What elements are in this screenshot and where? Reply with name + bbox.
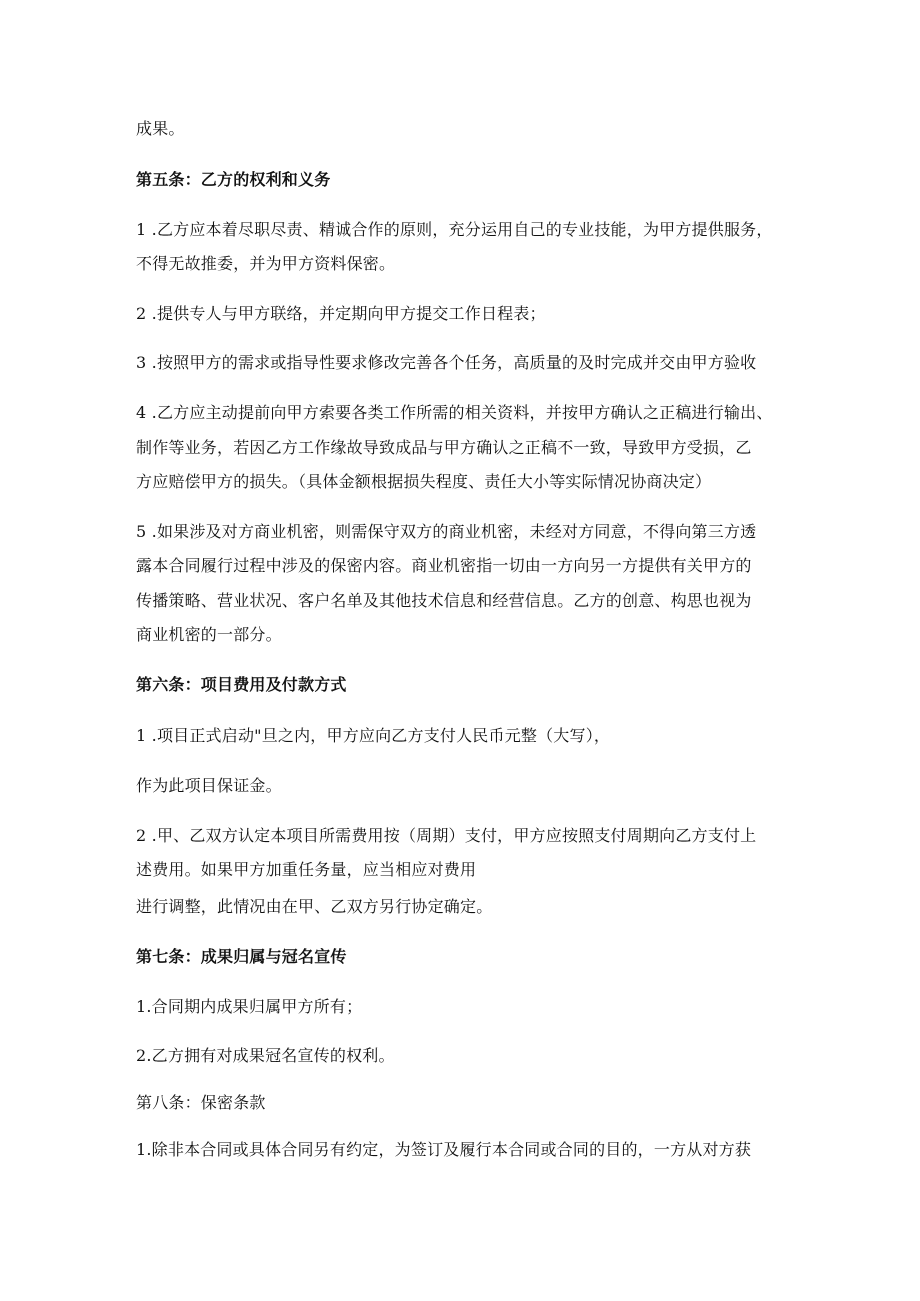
text-line: 3 .按照甲方的需求或指导性要求修改完善各个任务，高质量的及时完成并交由甲方验收 — [136, 353, 757, 372]
text-line: 2.乙方拥有对成果冠名宣传的权利。 — [136, 1046, 395, 1065]
text-line: 传播策略、营业状况、客户名单及其他技术信息和经营信息。乙方的创意、构思也视为 — [136, 591, 752, 610]
text-line: 1 .乙方应本着尽职尽责、精诚合作的原则，充分运用自己的专业技能，为甲方提供服务， — [136, 220, 773, 239]
text-line: 4 .乙方应主动提前向甲方索要各类工作所需的相关资料，并按甲方确认之正稿进行输出、 — [136, 403, 773, 422]
text-line: 商业机密的一部分。 — [136, 625, 282, 644]
text-line: 成果。 — [136, 119, 185, 138]
section-heading: 第七条：成果归属与冠名宣传 — [136, 947, 347, 966]
section-heading-plain: 第八条：保密条款 — [136, 1093, 266, 1112]
text-line: 作为此项目保证金。 — [136, 776, 282, 795]
text-line: 1 .项目正式启动"旦之内，甲方应向乙方支付人民币元整（大写）， — [136, 726, 611, 745]
text-line: 5 .如果涉及对方商业机密，则需保守双方的商业机密，未经对方同意，不得向第三方透 — [136, 522, 757, 541]
text-line: 2 .提供专人与甲方联络，并定期向甲方提交工作日程表； — [136, 304, 546, 323]
section-heading: 第六条：项目费用及付款方式 — [136, 675, 347, 694]
text-line: 1.除非本合同或具体合同另有约定，为签订及履行本合同或合同的目的，一方从对方获 — [136, 1140, 752, 1159]
text-line: 制作等业务，若因乙方工作缘故导致成品与甲方确认之正稿不一致，导致甲方受损，乙 — [136, 438, 752, 457]
text-line: 述费用。如果甲方加重任务量，应当相应对费用 — [136, 860, 477, 879]
text-line: 2 .甲、乙双方认定本项目所需费用按（周期）支付，甲方应按照支付周期向乙方支付上 — [136, 826, 757, 845]
text-line: 1.合同期内成果归属甲方所有； — [136, 997, 363, 1016]
section-heading: 第五条：乙方的权利和义务 — [136, 170, 331, 189]
text-line: 不得无故推委，并为甲方资料保密。 — [136, 254, 396, 273]
text-line: 方应赔偿甲方的损失。（具体金额根据损失程度、责任大小等实际情况协商决定） — [136, 472, 712, 491]
text-line: 露本合同履行过程中涉及的保密内容。商业机密指一切由一方向另一方提供有关甲方的 — [136, 556, 752, 575]
text-line: 进行调整，此情况由在甲、乙双方另行协定确定。 — [136, 897, 493, 916]
